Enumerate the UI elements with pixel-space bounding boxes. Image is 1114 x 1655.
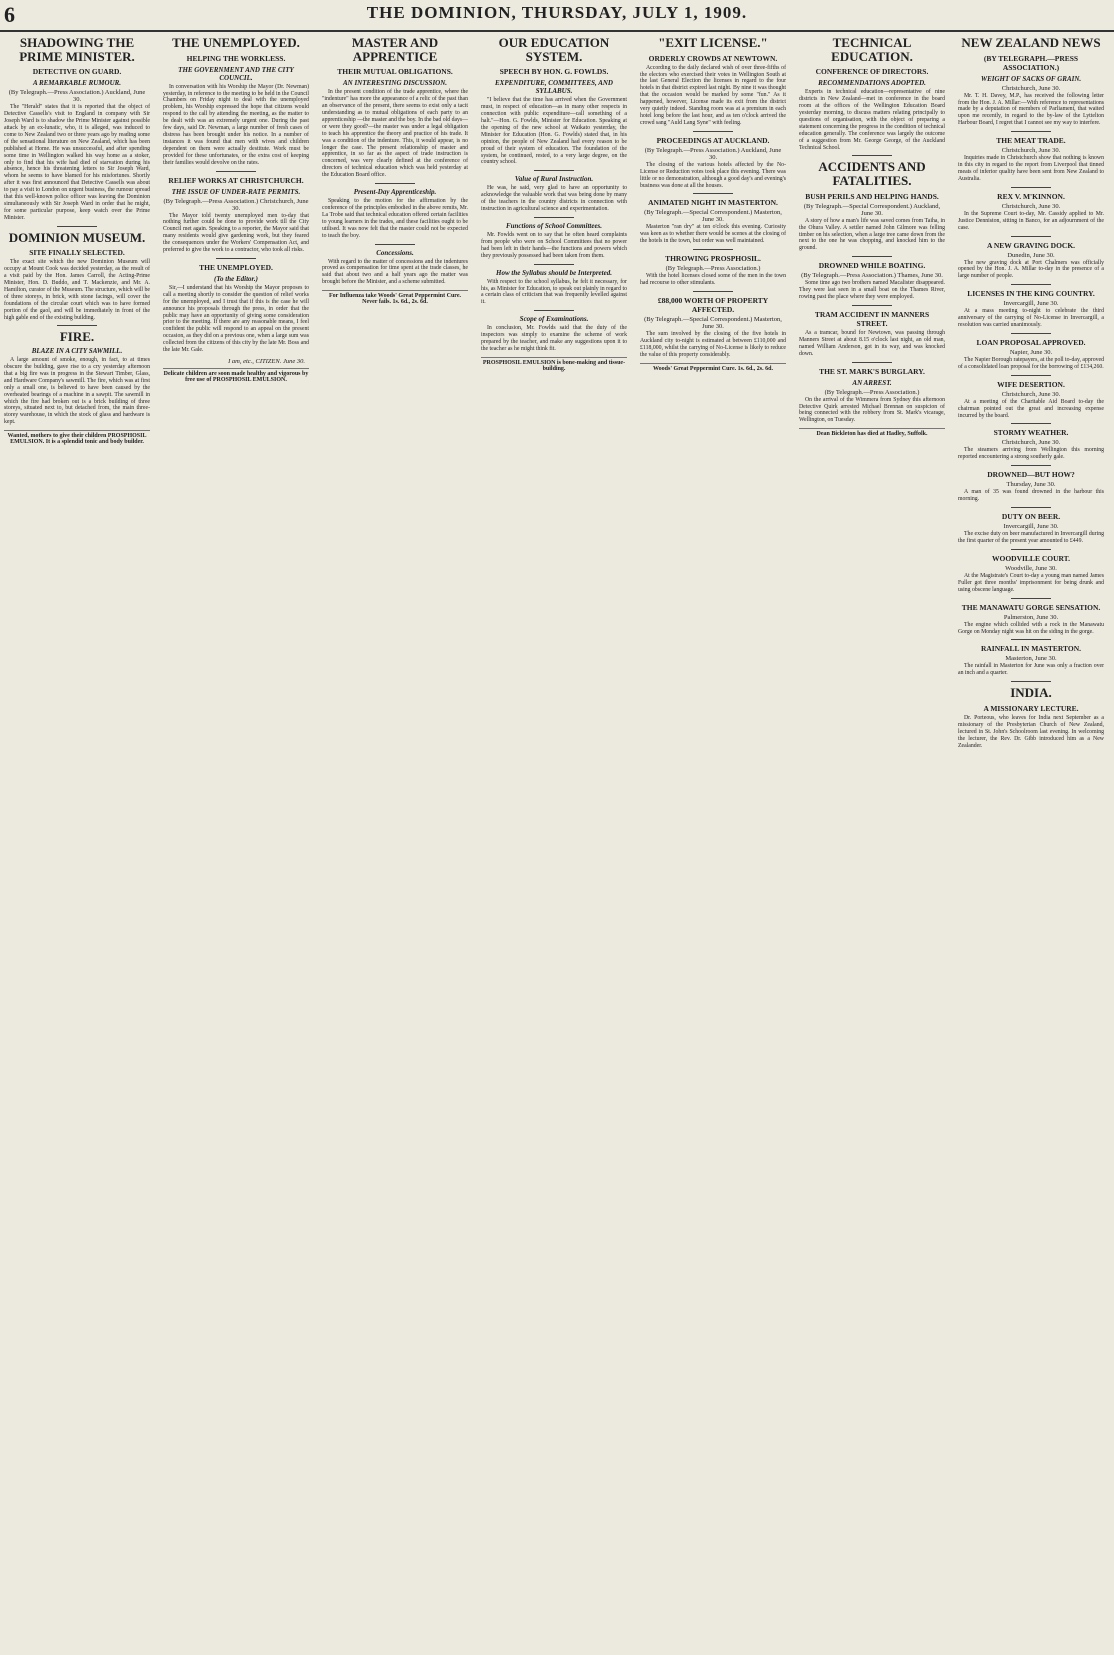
article-byline: (By Telegraph.—Press Association.) Christchurch, June 30. <box>163 197 309 212</box>
article <box>958 192 1104 232</box>
article-subhead: REX V. M'KINNON. <box>997 191 1065 201</box>
article-body: Mr. Fowlds went on to say that he often heard complaints from people who were on School Committees that no power had been left in their hands—the functions and powers which they previously possessed had been taken from them. <box>481 231 627 259</box>
article-subhead: RELIEF WORKS AT CHRISTCHURCH. <box>168 175 304 185</box>
article-headline: SHADOWING THE PRIME MINISTER. <box>19 36 135 64</box>
article <box>481 315 627 353</box>
article-body: "I believe that the time has arrived when the Government must, in respect of education—as in many other respects in connection with public expenditure—call something of a halt."—Hon. G. Fowlds, Minister for Education. Speaking at the opening of the new school at Waikato yesterday, the Minister for Education (Hon. G. Fowlds) stated that, in his opinion, the people of New Zealand had every reason to be proud of their system of education. The foundation of the system, he continued, rested, to a very large degree, on the country school. <box>481 97 627 166</box>
article <box>799 36 945 151</box>
article-kicker: RECOMMENDATIONS ADOPTED. <box>818 79 926 88</box>
article-byline: Christchurch, June 30. <box>1001 147 1061 155</box>
article-subhead: DROWNED WHILE BOATING. <box>818 261 926 271</box>
article <box>163 176 309 254</box>
article-divider <box>534 217 574 218</box>
article-byline: (By Telegraph.—Special Correspondent.) Masterton, June 30. <box>644 315 782 330</box>
article-subhead: THE UNEMPLOYED. <box>199 262 273 272</box>
article-body: Dr. Porteous, who leaves for India next September as a missionary of the Presbyterian Church of New Zealand, lectured in St. John's Schoolroom last evening. In welcoming the lecturer, the Rev. Dr. Gibb introduced him as a New Zealander. <box>958 714 1104 749</box>
article <box>640 198 786 245</box>
article-divider <box>375 183 415 184</box>
article-divider <box>1011 131 1051 132</box>
article <box>799 160 945 252</box>
article-subhead: BUSH PERILS AND HELPING HANDS. <box>805 191 939 201</box>
article-divider <box>693 291 733 292</box>
article-body: In the Supreme Court to-day, Mr. Cassidy applied to Mr. Justice Denniston, sitting in Banco, for an adjournment of the case. <box>958 210 1104 231</box>
article-byline: Christchurch, June 30. <box>1001 84 1061 92</box>
article-subhead: SPEECH BY HON. G. FOWLDS. <box>499 67 609 77</box>
article-byline: Invercargill, June 30. <box>1003 300 1059 308</box>
article-subhead: SITE FINALLY SELECTED. <box>29 248 125 258</box>
article-divider <box>57 226 97 227</box>
article <box>4 231 150 322</box>
article-byline: Woodville, June 30. <box>1005 564 1057 572</box>
article-divider <box>693 193 733 194</box>
article-subhead: LICENSES IN THE KING COUNTRY. <box>967 289 1095 299</box>
article <box>799 310 945 358</box>
article-divider <box>852 256 892 257</box>
column-7 <box>958 36 1104 1646</box>
article-body: The rainfall in Masterton for June was only a fraction over an inch and a quarter. <box>958 663 1104 677</box>
article-kicker: BLAZE IN A CITY SAWMILL. <box>31 347 123 356</box>
article-divider <box>1011 423 1051 424</box>
column-3 <box>322 36 468 1646</box>
article <box>958 603 1104 636</box>
article-divider <box>693 249 733 250</box>
article-divider <box>1011 639 1051 640</box>
article-byline: Masterton, June 30. <box>1005 655 1057 663</box>
article-body: In conclusion, Mr. Fowlds said that the duty of the inspectors was simply to examine the scheme of work prepared by the teacher, and make any suggestions upon it to the teacher as he might think fit. <box>481 325 627 352</box>
article-body: Experts in technical education—representative of nine districts in New Zealand—met in conference in the board room at the offices of the Wellington Education Board yesterday morning, to discuss matters relating principally to questions of organisation, with the object of preparing a statement concerning the progress in the condition of technical education generally. The conference was largely the outcome of a suggestion from Mr. George George, of the Auckland Technical School. <box>799 89 945 151</box>
article-subhead: DETECTIVE ON GUARD. <box>32 67 122 77</box>
article-byline: Napier, June 30. <box>1009 348 1053 356</box>
article <box>958 428 1104 461</box>
article-body: On the arrival of the Wimmera from Sydney this afternoon Detective Quirk arrested Michael Brennan on suspicion of being connected with the robbery from St. Mark's vicarage, Wellington, on Tuesday. <box>799 396 945 424</box>
column-4 <box>481 36 627 1646</box>
advertisement: Dean Bickleton has died at Hadley, Suffolk. <box>799 428 945 437</box>
article-divider <box>1011 465 1051 466</box>
article-divider <box>1011 236 1051 237</box>
article-subhead: HELPING THE WORKLESS. <box>186 53 286 63</box>
article-byline: Christchurch, June 30. <box>1001 390 1061 398</box>
article-headline: "EXIT LICENSE." <box>658 36 768 50</box>
article-kicker: EXPENDITURE, COMMITTEES, AND SYLLABUS. <box>495 79 613 96</box>
article-subhead: A MISSIONARY LECTURE. <box>983 703 1079 713</box>
article-subhead: CONFERENCE OF DIRECTORS. <box>815 67 929 77</box>
article-body: Mr. T. H. Davey, M.P., has received the following letter from the Hon. J. A. Millar:—With reference to representations made by a deputation of members of Parliament, that waited upon me recently, in regard to the by-law of the Lyttelton Harbour Board, I regret that I cannot see my way to interfere. <box>958 92 1104 127</box>
article-kicker: Value of Rural Instruction. <box>514 175 594 184</box>
article-subhead: THE MANAWATU GORGE SENSATION. <box>961 602 1101 612</box>
article-body: A man of 35 was found drowned in the harbour this morning. <box>958 489 1104 503</box>
article-kicker: WEIGHT OF SACKS OF GRAIN. <box>980 74 1082 83</box>
article-subhead: PROCEEDINGS AT AUCKLAND. <box>656 135 770 145</box>
article-kicker: AN ARREST. <box>852 378 892 387</box>
advertisement: Wanted, mothers to give their children PROSPHOSIL EMULSION. It is a splendid tonic and body builder. <box>4 430 150 445</box>
article-byline: Christchurch, June 30. <box>1001 202 1061 210</box>
article <box>958 380 1104 420</box>
article-divider <box>1011 549 1051 550</box>
article-subhead: WIFE DESERTION. <box>997 379 1065 389</box>
article-kicker: Present-Day Apprenticeship. <box>353 188 437 197</box>
article-body: The steamers arriving from Wellington this morning reported encountering a strong southerly gale. <box>958 447 1104 461</box>
article-body: At a mass meeting to-night to celebrate the third anniversary of the carrying of No-License in Invercargill, a resolution was carried unanimously. <box>958 308 1104 329</box>
article-subhead: RAINFALL IN MASTERTON. <box>980 644 1082 654</box>
article-byline: (By Telegraph.—Press Association.) Auckland, June 30. <box>8 89 146 104</box>
article <box>322 188 468 239</box>
article-byline: Palmerston, June 30. <box>1003 613 1059 621</box>
article <box>799 367 945 425</box>
article <box>958 338 1104 371</box>
advertisement: Woods' Great Peppermint Cure. 1s. 6d., 2s. 6d. <box>640 363 786 372</box>
article-divider <box>852 362 892 363</box>
column-1 <box>4 36 150 1646</box>
article-divider <box>1011 507 1051 508</box>
article-divider <box>1011 375 1051 376</box>
article-divider <box>1011 333 1051 334</box>
advertisement: For Influenza take Woods' Great Peppermint Cure. Never fails. 1s. 6d., 2s. 6d. <box>322 290 468 305</box>
article <box>958 136 1104 183</box>
article-body: The Mayor told twenty unemployed men to-day that nothing further could be done to provide work till the City Council met again. Speaking to a reporter, the Mayor said that many residents would give gardening work, but they feared the consequences under the Workers' Compensation Act, and preferred to give the work to a contractor, who took all risks. <box>163 212 309 254</box>
article-kicker: Scope of Examinations. <box>519 315 589 324</box>
article-divider <box>534 264 574 265</box>
column-5 <box>640 36 786 1646</box>
article-headline: DOMINION MUSEUM. <box>8 229 146 245</box>
article <box>958 470 1104 503</box>
article-subhead: ANIMATED NIGHT IN MASTERTON. <box>648 198 778 208</box>
article-byline: Thursday, June 30. <box>1006 481 1056 489</box>
article <box>640 136 786 190</box>
column-2 <box>163 36 309 1646</box>
article-kicker: How the Syllabus should be Interpreted. <box>496 268 612 277</box>
article-byline: Christchurch, June 30. <box>1001 439 1061 447</box>
page-number: 6 <box>4 2 15 27</box>
article-byline: (By Telegraph.—Press Association.) <box>665 265 761 273</box>
article-divider <box>852 305 892 306</box>
article <box>322 249 468 287</box>
article-headline: OUR EDUCATION SYSTEM. <box>498 36 610 64</box>
article-byline: (By Telegraph.—Special Correspondent.) Auckland, June 30. <box>803 202 941 217</box>
article-divider <box>534 170 574 171</box>
article-byline: Invercargill, June 30. <box>1003 523 1059 531</box>
article-kicker: THE ISSUE OF UNDER-RATE PERMITS. <box>171 187 301 196</box>
article-body: At a meeting of the Charitable Aid Board to-day the chairman pointed out the great and increasing expense incurred by the board. <box>958 398 1104 419</box>
article-subhead: A NEW GRAVING DOCK. <box>986 240 1076 250</box>
advertisement: Delicate children are soon made healthy and vigorous by free use of PROSPHOSIL EMULSION. <box>163 368 309 383</box>
article-body: In the present condition of the trade apprentice, where the "indenture" has more the appearance of a relic of the past than an observance of the present, there seems to exist only a tacit understanding as to mutual obligations of each party to an apprenticeship —the master and the boy. In the bad old days—or were they good?—the master was under a legal obligation to teach his apprentice the theory and practice of his trade. It was a condition of the indenture. This, it would appear, is no longer the case. The present relationship of master and apprentice, in so far as the aspect of trade instruction is concerned, was very clearly defined at the conference of directors of technical education which was held yesterday at the Education Board office. <box>322 89 468 179</box>
article-body: Inquiries made in Christchurch show that nothing is known in this city in regard to the report from Liverpool that tinned meats of inferior quality have been sent from New Zealand to Australia. <box>958 155 1104 182</box>
article-body: At the Magistrate's Court to-day a young man named James Fuller got three months' imprisonment for being drunk and using obscene language. <box>958 572 1104 593</box>
article <box>481 36 627 166</box>
article-subhead: STORMY WEATHER. <box>993 428 1069 438</box>
article-kicker: THE GOVERNMENT AND THE CITY COUNCIL. <box>178 65 294 82</box>
article-subhead: THEIR MUTUAL OBLIGATIONS. <box>337 67 453 77</box>
article <box>958 644 1104 677</box>
article-body: The excise duty on beer manufactured in Invercargill during the first quarter of the present year amounted to £449. <box>958 531 1104 545</box>
advertisement: PROSPHOSIL EMULSION is bone-making and tissue-building. <box>481 357 627 372</box>
article-kicker: Functions of School Committees. <box>505 221 603 230</box>
article-subhead: LOAN PROPOSAL APPROVED. <box>976 337 1086 347</box>
column-6 <box>799 36 945 1646</box>
article-byline: (By Telegraph.—Press Association.) Auckland, June 30. <box>644 146 782 161</box>
article-divider <box>57 325 97 326</box>
article-body: According to the daily declared wish of over three-fifths of the electors who exercised their votes in Wellington South at the last General Election the licenses in regard to the four hotels in that district expired last night. By nine it was thought that the occasion would be marked by some "fun." As it happened, however, License made its exit from the district very quietly indeed. Standing room was at a premium in each hotel long before the last hour, and as ten o'clock arrived the crowd sang "Auld Lang Syne" with feeling. <box>640 64 786 126</box>
article-body: With regard to the matter of concessions and the indentures proved as compensation for time spent at the trade classes, he said that about two and a half years ago the matter was brought before the Minister, and a scheme submitted. <box>322 258 468 286</box>
article <box>481 269 627 307</box>
article-subhead: DUTY ON BEER. <box>1001 512 1061 522</box>
article-body: The "Herald" states that it is reported that the object of Detective Cassells's visit to England in company with Sir Joseph Ward is to shadow the Prime Minister against possible attack by an ex-lunatic, who, it is alleged, was induced to come to New Zealand two or three years ago by reading some of the sensational literature on New Zealand, which has been published at Home. He was unsuccessful, and after spending some time in Wellington walked his way home as a stoker, only to find that his wife had died of starvation during his absence, hence his threatening letters to Sir Joseph Ward, whom he seems to have blamed for his misfortunes. Shortly after it was first announced that Detective Cassells was about to pay a visit to London on urgent business, the rumour spread that this well-known police officer was leaving the Dominion simultaneously with Sir Joseph Ward in order that he might, for some particular purpose, keep watch over the Prime Minister. <box>4 104 150 221</box>
article-divider <box>1011 681 1051 682</box>
article-body: The engine which collided with a rock in the Manawatu Gorge on Monday night was hit on the siding in the gorge. <box>958 621 1104 635</box>
article-headline: ACCIDENTS AND FATALITIES. <box>818 159 926 189</box>
article-subhead: DROWNED—BUT HOW? <box>987 470 1075 480</box>
article-divider <box>1011 187 1051 188</box>
article-body: As a tramcar, bound for Newtown, was passing through Manners Street at about 8.15 o'clock last night, an old man, named William Anderson, got in its way, and was knocked down. <box>799 329 945 357</box>
article <box>322 36 468 179</box>
article <box>958 512 1104 545</box>
article-byline: Dunedin, June 30. <box>1007 251 1055 259</box>
article-byline: (By Telegraph.—Press Association.) Thames, June 30. <box>801 272 943 280</box>
article <box>4 36 150 222</box>
article <box>799 261 945 301</box>
article-body: With respect to the school syllabus, he felt it necessary, for his, as Minister for Education, to speak out plainly in regard to a certain class of criticism that was frequently levelled against it. <box>481 278 627 306</box>
article-divider <box>1011 284 1051 285</box>
article-divider <box>534 310 574 311</box>
article <box>640 36 786 127</box>
article <box>481 222 627 260</box>
article-body: The sum involved by the closing of the five hotels in Auckland city to-night is estimated at between £110,000 and £118,000, whilst the carrying of No-License is likely to reduce the value of this property considerably. <box>640 330 786 358</box>
article <box>4 330 150 426</box>
article-headline: NEW ZEALAND NEWS <box>961 36 1101 50</box>
article-kicker: (To the Editor.) <box>214 274 258 283</box>
article-kicker: A REMARKABLE RUMOUR. <box>32 79 122 88</box>
article-subhead: (BY TELEGRAPH.—PRESS ASSOCIATION.) <box>983 53 1079 72</box>
article-subhead: TRAM ACCIDENT IN MANNERS STREET. <box>814 309 930 328</box>
article-body: He was, he said, very glad to have an opportunity to acknowledge the valuable work that was being done by many of the teachers in the country districts in connection with instruction in agricultural science and experimentation. <box>481 185 627 213</box>
article-subhead: £88,000 WORTH OF PROPERTY AFFECTED. <box>657 295 769 314</box>
article <box>958 36 1104 127</box>
article-headline: FIRE. <box>59 329 95 345</box>
article <box>640 296 786 359</box>
article-subhead: THROWING PROSPHOSIL. <box>665 254 761 264</box>
article-body: A large amount of smoke, enough, in fact, to at times obscure the building, gave rise to a cry yesterday afternoon that a big fire was in progress in the Stewart Timber, Glass, and Hardware Company's sawmill. The fire, which was at first only a small one, is believed to have been caused by the overheated bearings of a machine in a sawpit. The sawmill in which the fire had broken out is a brick building of three storeys, situated next to, but detached from, the main three-storey warehouse, in which the stock of glass and hardware is kept. <box>4 357 150 426</box>
article-body: A story of how a man's life was saved comes from Taiha, in the Ohura Valley. A settler named John Gilmore was felling timber on his selection, when a large tree came down from the next to the one he was chopping, and knocked him to the ground. <box>799 217 945 252</box>
article-divider <box>852 155 892 156</box>
article-body: The exact site which the new Dominion Museum will occupy at Mount Cook was decided yesterday, as the result of a visit paid by the Hon. James Carroll, the Acting-Prime Minister, Hon. D. Buddo, and T. Mackenzie, and Mr. A. Hamilton, curator of the Museum. The structure, which will be of three storeys, in brick, with stone facings, will cover the foundations of the circular court which was to have formed portion of the gaol, and will be immediately in front of the high gable end of the existing building. <box>4 259 150 321</box>
article-body: Masterton "ran dry" at ten o'clock this evening. Curiosity was keen as to whether there would be scenes at the closing of the hotels in the town, but order was well maintained. <box>640 224 786 245</box>
article-headline: TECHNICAL EDUCATION. <box>831 36 913 64</box>
article-subhead: THE ST. MARK'S BURGLARY. <box>819 366 925 376</box>
article-body: In conversation with his Worship the Mayor (Dr. Newman) yesterday, in reference to the meeting to be held in the Council Chambers on Friday night to deal with the unemployed problem, his Worship expressed the hope that citizens would respond to the call by attending the meeting, as the matter to be dealt with was an extremely urgent one. During the past few days, said Dr. Newman, a large number of fresh cases of distress has been brought under his notice. In a number of instances it was found that men with wives and children dependent on them were actually destitute. Work must be provided for these unfortunates, or the extra cost of keeping their families would devolve on the rates. <box>163 83 309 166</box>
letter-signoff: I am, etc., CITIZEN. June 30. <box>228 358 305 366</box>
article-headline: MASTER AND APPRENTICE <box>351 36 439 64</box>
article-divider <box>216 171 256 172</box>
article-body: Speaking to the motion for the affirmation by the conference of the principles embodied in the above remits, Mr. La Trobe said that technical education offered certain facilities to young learners in the trades, and these facilities ought to be utilised. It was now felt that the master could not be expected to teach the boy. <box>322 198 468 239</box>
masthead <box>0 0 1114 32</box>
article-divider <box>216 258 256 259</box>
article <box>163 36 309 167</box>
article <box>958 241 1104 281</box>
masthead-title: THE DOMINION, THURSDAY, JULY 1, 1909. <box>366 3 748 22</box>
article-divider <box>1011 598 1051 599</box>
article-body: Sir,—I understand that his Worship the Mayor proposes to call a meeting shortly to consider the question of relief works for the unemployed, and I trust that if this is the case he will announce his proposals through the press, in order that the public may have an opportunity of giving some consideration prior to the meeting. If there are any reasonable means, I feel confident the public will respond to an appeal on the present occasion, as they did on a previous one, when a large sum was collected from the citizens of this city by the late Mr. Boss and the late Mr. Gale. <box>163 284 309 354</box>
article-body: The closing of the various hotels affected by the No-License or Reduction votes took place this evening. There was little or no demonstration, although a good day's and evening's business was done at all the houses. <box>640 161 786 189</box>
article-divider <box>693 131 733 132</box>
article-headline: THE UNEMPLOYED. <box>172 36 300 50</box>
article-headline: INDIA. <box>1010 685 1052 701</box>
article <box>958 289 1104 329</box>
article <box>163 263 309 354</box>
article-body: With the hotel licenses closed some of the men in the town had recourse to other stimulants. <box>640 273 786 287</box>
article-byline: (By Telegraph.—Special Correspondent.) Masterton, June 30. <box>644 209 782 224</box>
article-byline: (By Telegraph.—Press Association.) <box>824 388 920 396</box>
article-body: Some time ago two brothers named Macalister disappeared. They were last seen in a small boat on the Thames River, rowing past the place where they were employed. <box>799 280 945 301</box>
article-kicker: Concessions. <box>376 248 414 257</box>
article-subhead: THE MEAT TRADE. <box>996 136 1066 146</box>
article-divider <box>375 244 415 245</box>
article <box>481 175 627 213</box>
article-body: The Napier Borough ratepayers, at the poll to-day, approved of a consolidated loan proposal for the borrowing of £134,260. <box>958 356 1104 370</box>
article-body: The new graving dock at Port Chalmers was officially opened by the Hon. J. A. Millar to-day in the presence of a large number of people. <box>958 259 1104 280</box>
article <box>958 686 1104 749</box>
article-subhead: ORDERLY CROWDS AT NEWTOWN. <box>648 53 778 63</box>
article <box>640 254 786 287</box>
article <box>958 554 1104 594</box>
article-kicker: AN INTERESTING DISCUSSION. <box>342 79 448 88</box>
article-subhead: WOODVILLE COURT. <box>992 553 1070 563</box>
